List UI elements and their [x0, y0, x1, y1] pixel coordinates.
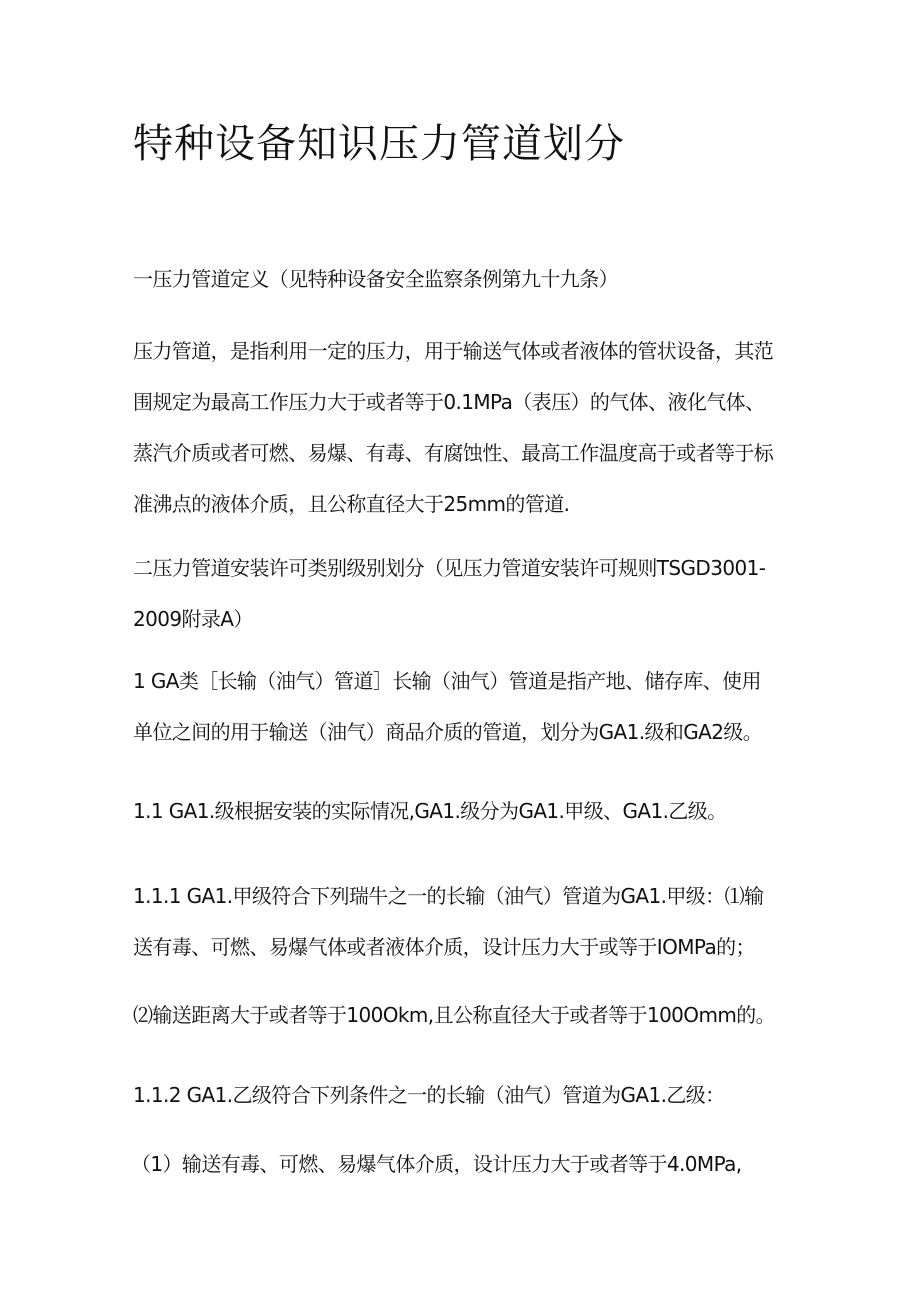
clause-1-1-2-item-1	[131, 1139, 811, 1190]
clause-1-1-1-item-2	[133, 990, 813, 1041]
paragraph-line: 围规定为最高工作压力大于或者等于0.1MPa（表压）的气体、液化气体、	[133, 390, 765, 414]
section-2-heading-line: 2009附录A）	[133, 607, 253, 631]
clause-1-1-2-paragraph	[133, 1070, 813, 1121]
paragraph-line: 准沸点的液体介质，且公称直径大于25mm的管道.	[133, 492, 570, 516]
paragraph-line: 1.1.1 GA1.甲级符合下列瑞牛之一的长输（油气）管道为GA1.甲级：⑴输	[133, 884, 764, 908]
clause-1-1-paragraph	[133, 786, 813, 837]
section-1-heading	[133, 254, 813, 305]
section-1-heading-text: 一压力管道定义（见特种设备安全监察条例第九十九条）	[133, 267, 618, 291]
ga-category-paragraph	[133, 656, 813, 758]
paragraph-line: 1 GA类［长输（油气）管道］长输（油气）管道是指产地、储存库、使用	[133, 669, 761, 693]
document-title: 特种设备知识压力管道划分	[133, 121, 625, 167]
paragraph-line: ⑵输送距离大于或者等于100Okm,且公称直径大于或者等于100Omm的。	[133, 1003, 776, 1027]
paragraph-line: 1.1 GA1.级根据安装的实际情况,GA1.级分为GA1.甲级、GA1.乙级。	[133, 799, 727, 823]
paragraph-line: （1）输送有毒、可燃、易爆气体介质，设计压力大于或者等于4.0MPa,	[131, 1152, 742, 1176]
paragraph-line: 1.1.2 GA1.乙级符合下列条件之一的长输（油气）管道为GA1.乙级：	[133, 1083, 725, 1107]
paragraph-line: 送有毒、可燃、易爆气体或者液体介质，设计压力大于或等于IOMPa的；	[133, 935, 755, 959]
paragraph-line: 压力管道，是指利用一定的压力，用于输送气体或者液体的管状设备，其范	[133, 339, 774, 363]
pressure-pipe-definition-paragraph	[133, 326, 813, 530]
section-2-heading	[133, 543, 813, 645]
paragraph-line: 单位之间的用于输送（油气）商品介质的管道，划分为GA1.级和GA2级。	[133, 720, 763, 744]
clause-1-1-1-paragraph	[133, 871, 813, 973]
paragraph-line: 蒸汽介质或者可燃、易爆、有毒、有腐蚀性、最高工作温度高于或者等于标	[133, 441, 774, 465]
section-2-heading-line: 二压力管道安装许可类别级别划分（见压力管道安装许可规则TSGD3001-	[133, 556, 766, 580]
